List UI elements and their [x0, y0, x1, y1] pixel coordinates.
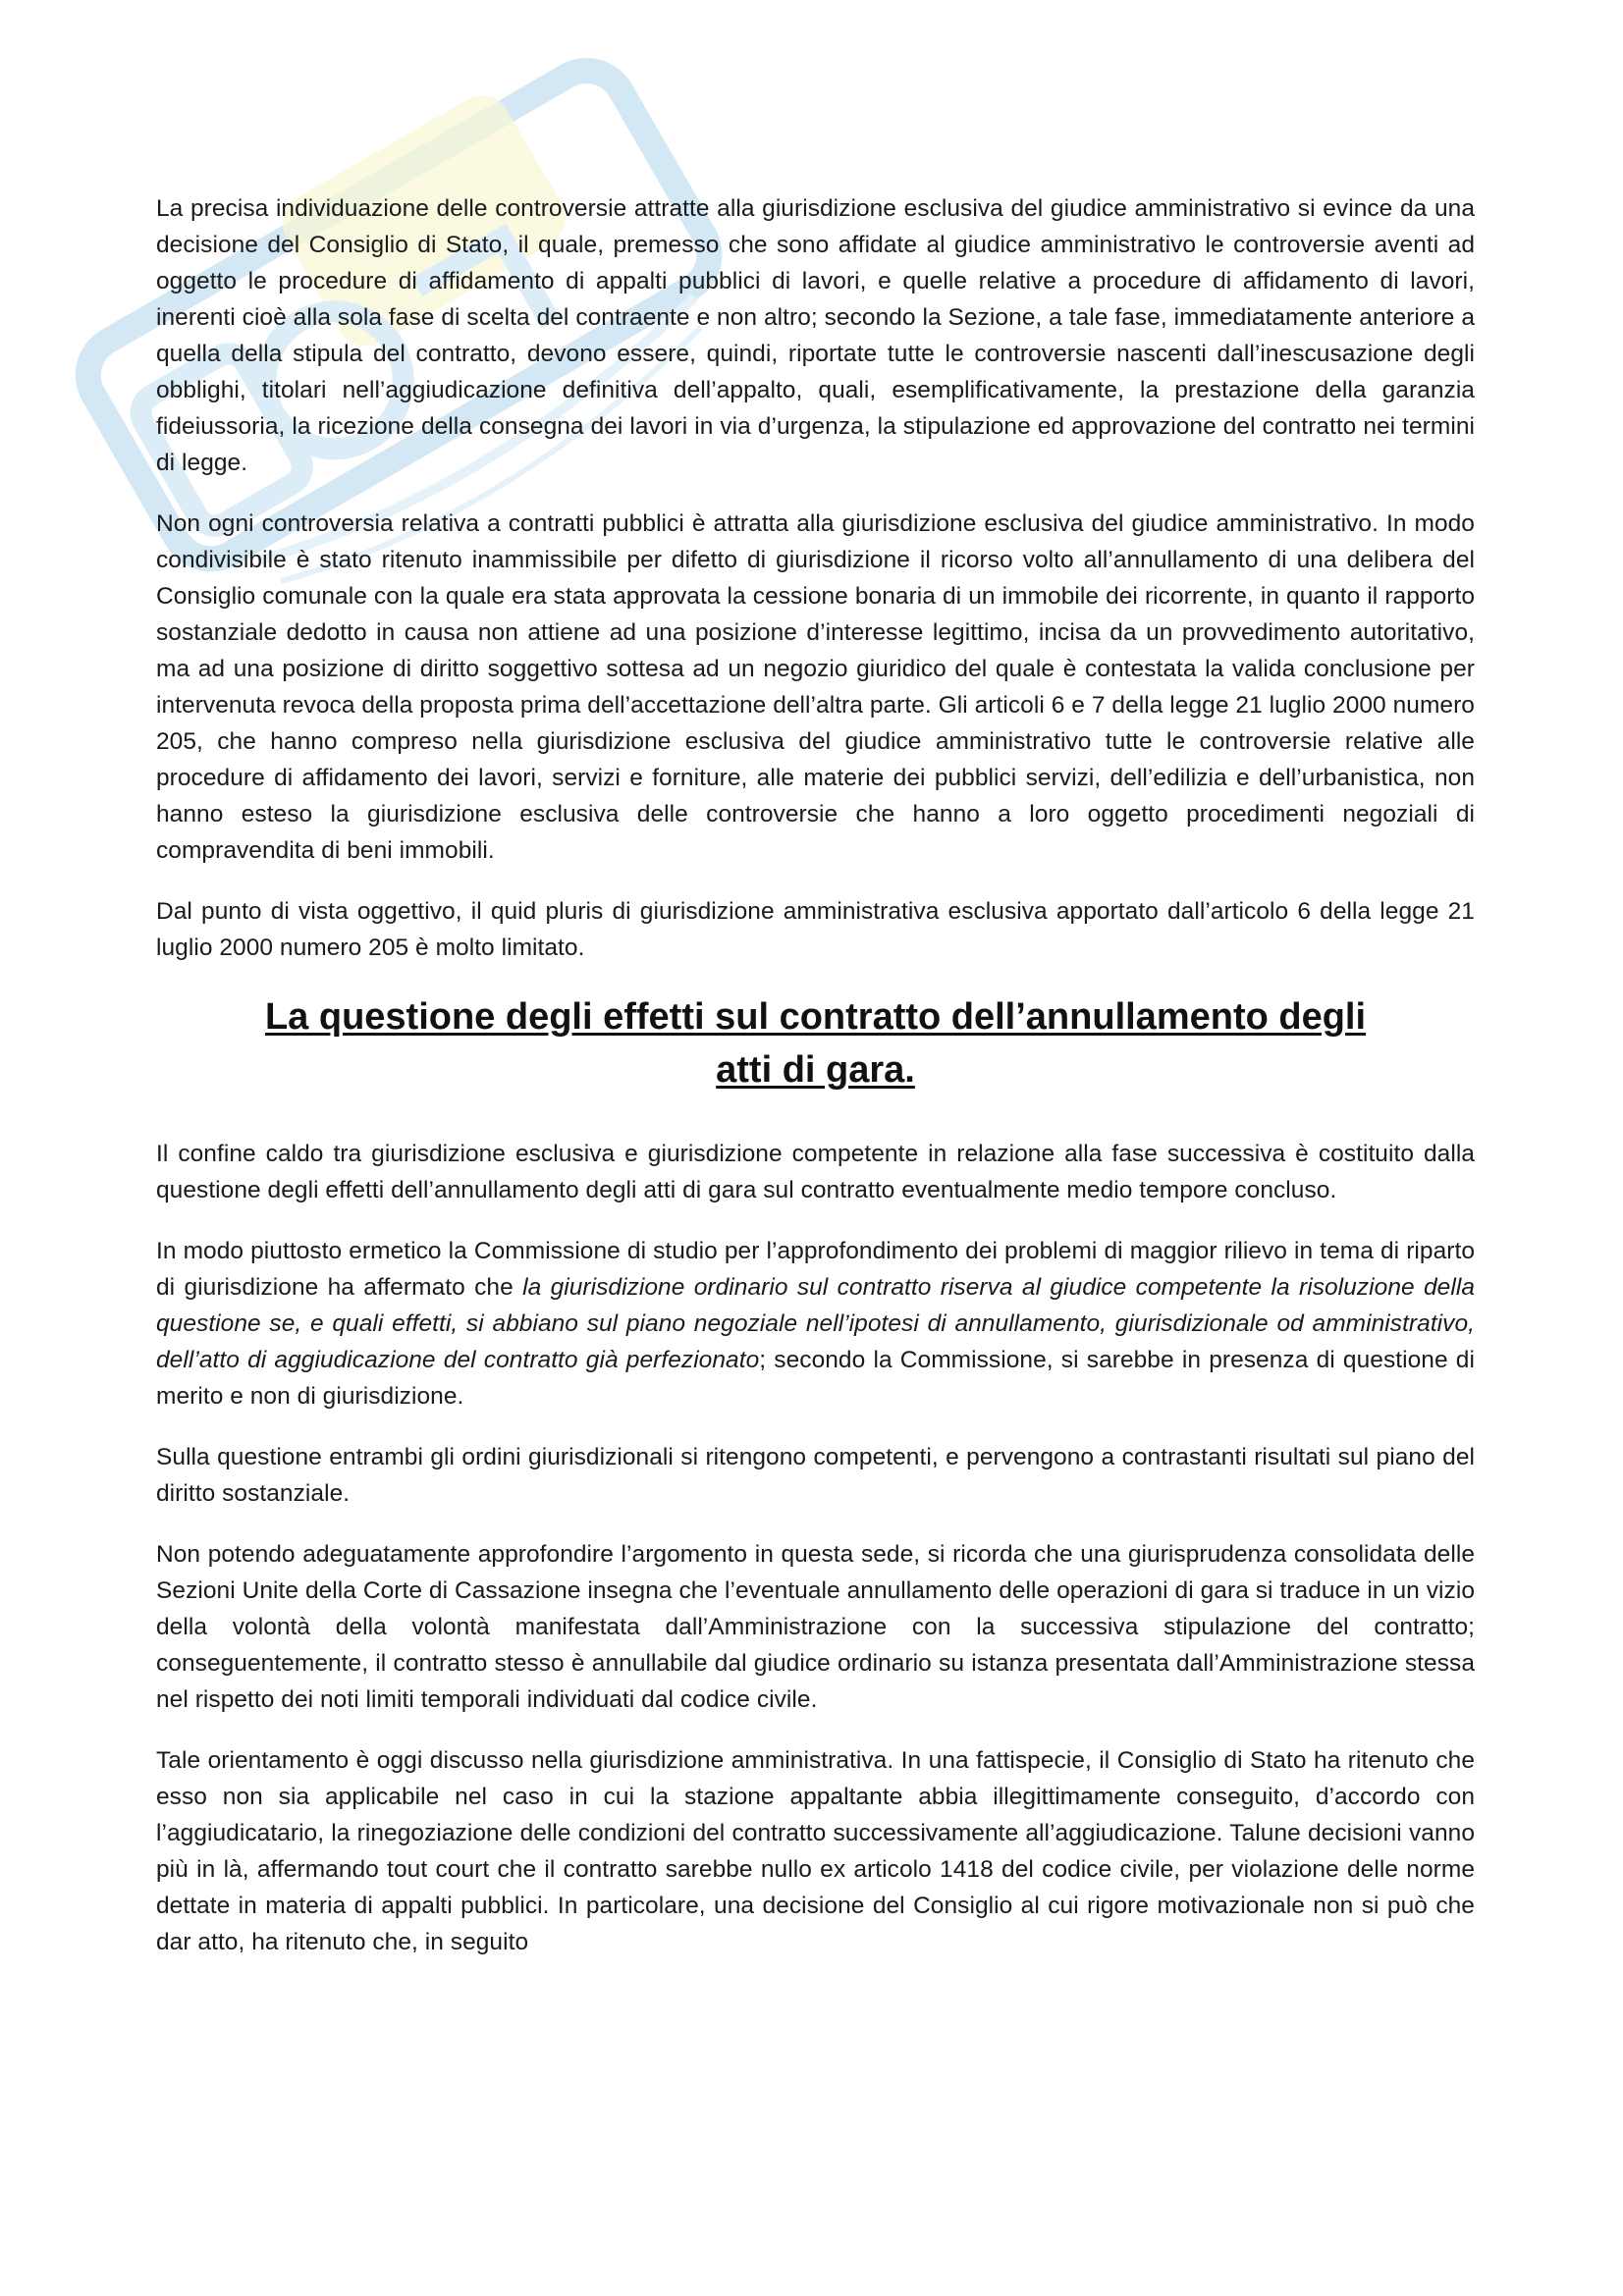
paragraph-5: [156, 1233, 1475, 1415]
paragraph-2: Non ogni controversia relativa a contratti pubblici è attratta alla giurisdizione esclusiva del giudice amministrativo. In modo condivisibile è stato ritenuto inammissibile per difetto di giurisdizione il ricorso volto all’annullamento di una delibera del Consiglio comunale con la quale era stata approvata la cessione bonaria di un immobile dei ricorrente, in quanto il rapporto sostanziale dedotto in causa non attiene ad una posizione d’interesse legittimo, incisa da un provvedimento autoritativo, ma ad una posizione di diritto soggettivo sottesa ad un negozio giuridico del quale è contestata la valida conclusione per intervenuta revoca della proposta prima dell’accettazione dell’altra parte. Gli articoli 6 e 7 della legge 21 luglio 2000 numero 205, che hanno compreso nella giurisdizione esclusiva del giudice amministrativo tutte le controversie relative alle procedure di affidamento dei lavori, servizi e forniture, alle materie dei pubblici servizi, dell’edilizia e dell’urbanistica, non hanno esteso la giurisdizione esclusiva delle controversie che hanno a loro oggetto procedimenti negoziali di compravendita di beni immobili.: [156, 510, 1475, 864]
paragraph-5-lead: In modo piuttosto ermetico la Commissione di studio per l’approfondimento dei problemi di maggior rilievo in tema di riparto di giurisdizione ha affermato che: [156, 1238, 1475, 1301]
paragraph-5-quote: la giurisdizione ordinario sul contratto riserva al giudice competente la risoluzione della questione se, e quali effetti, si abbiano sul piano negoziale nell’ipotesi di annullamento, giurisdizionale od amministrativo, dell’atto di aggiudicazione del contratto già perfezionato: [156, 1274, 1476, 1373]
paragraph-1: La precisa individuazione delle controversie attratte alla giurisdizione esclusiva del giudice amministrativo si evince da una decisione del Consiglio di Stato, il quale, premesso che sono affidate al giudice amministrativo le controversie aventi ad oggetto le procedure di affidamento di appalti pubblici di lavori, e quelle relative a procedure di affidamento di lavori, inerenti cioè alla sola fase di scelta del contraente e non altro; secondo la Sezione, a tale fase, immediatamente anteriore a quella della stipula del contratto, devono essere, quindi, riportate tutte le controversie nascenti dall’inescusazione degli obblighi, titolari nell’aggiudicazione definitiva dell’appalto, quali, esemplificativamente, la prestazione della garanzia fideiussoria, la ricezione della consegna dei lavori in via d’urgenza, la stipulazione ed approvazione del contratto nei termini di legge.: [156, 195, 1475, 476]
section-heading: [156, 990, 1475, 1096]
paragraph-3: Dal punto di vista oggettivo, il quid pluris di giurisdizione amministrativa esclusiva apportato dall’articolo 6 della legge 21 luglio 2000 numero 205 è molto limitato.: [156, 898, 1475, 961]
paragraph-7: Non potendo adeguatamente approfondire l’argomento in questa sede, si ricorda che una giurisprudenza consolidata delle Sezioni Unite della Corte di Cassazione insegna che l’eventuale annullamento delle operazioni di gara si traduce in un vizio della volontà della volontà manifestata dall’Amministrazione con la successiva stipulazione del contratto; conseguentemente, il contratto stesso è annullabile dal giudice ordinario su istanza presentata dall’Amministrazione stessa nel rispetto dei noti limiti temporali individuati dal codice civile.: [156, 1541, 1475, 1713]
paragraph-8: Tale orientamento è oggi discusso nella giurisdizione amministrativa. In una fattispecie, il Consiglio di Stato ha ritenuto che esso non sia applicabile nel caso in cui la stazione appaltante abbia illegittimamente conseguito, d’accordo con l’aggiudicatario, la rinegoziazione delle condizioni del contratto successivamente all’aggiudicazione. Talune decisioni vanno più in là, affermando tout court che il contratto sarebbe nullo ex articolo 1418 del codice civile, per violazione delle norme dettate in materia di appalti pubblici. In particolare, una decisione del Consiglio al cui rigore motivazionale non si può che dar atto, ha ritenuto che, in seguito: [156, 1747, 1475, 1955]
paragraph-5-tail: ; secondo la Commissione, si sarebbe in presenza di questione di merito e non di giurisdizione.: [156, 1347, 1475, 1410]
section-heading-line-2: atti di gara.: [716, 1049, 915, 1091]
section-heading-line-1: La questione degli effetti sul contratto dell’annullamento degli: [264, 996, 1367, 1038]
paragraph-6: Sulla questione entrambi gli ordini giurisdizionali si ritengono competenti, e pervengono a contrastanti risultati sul piano del diritto sostanziale.: [156, 1444, 1475, 1507]
document-page: [156, 190, 1475, 1985]
paragraph-4: Il confine caldo tra giurisdizione esclusiva e giurisdizione competente in relazione alla fase successiva è costituito dalla questione degli effetti dell’annullamento degli atti di gara sul contratto eventualmente medio tempore concluso.: [156, 1141, 1475, 1203]
